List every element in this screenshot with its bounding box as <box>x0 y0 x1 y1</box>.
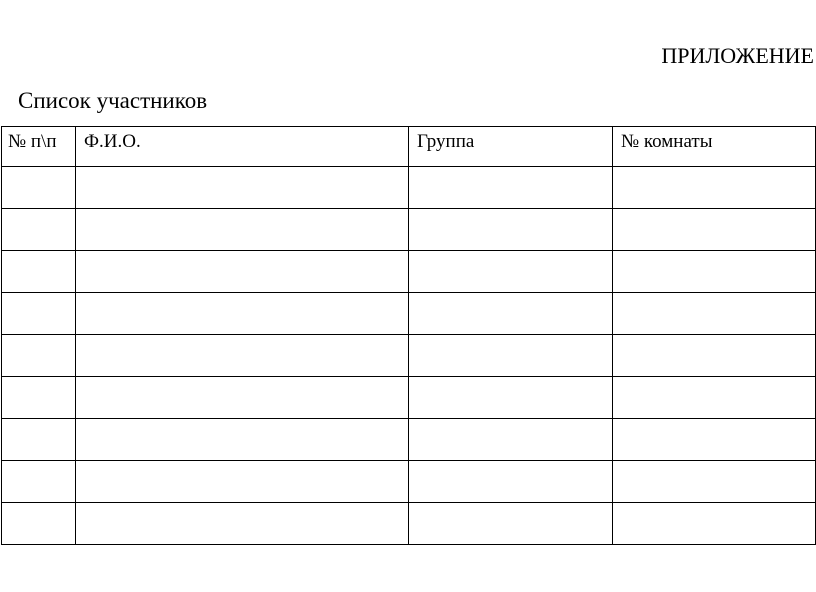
table-row <box>2 377 816 419</box>
table-header <box>2 127 816 167</box>
cell-fio <box>76 209 409 251</box>
cell-room <box>613 167 816 209</box>
column-header-number: № п\п <box>2 127 76 167</box>
cell-number <box>2 335 76 377</box>
cell-group <box>409 503 613 545</box>
cell-number <box>2 503 76 545</box>
cell-fio <box>76 251 409 293</box>
table-row <box>2 167 816 209</box>
cell-number <box>2 167 76 209</box>
cell-fio <box>76 377 409 419</box>
cell-group <box>409 461 613 503</box>
cell-room <box>613 461 816 503</box>
cell-fio <box>76 419 409 461</box>
table-row <box>2 251 816 293</box>
document-title: Список участников <box>18 88 208 113</box>
table-row <box>2 503 816 545</box>
cell-group <box>409 335 613 377</box>
cell-number <box>2 209 76 251</box>
table-body <box>2 167 816 545</box>
table-row <box>2 461 816 503</box>
table-row <box>2 209 816 251</box>
cell-group <box>409 419 613 461</box>
table-row <box>2 335 816 377</box>
cell-group <box>409 251 613 293</box>
appendix-label: ПРИЛОЖЕНИЕ <box>661 43 814 68</box>
cell-fio <box>76 167 409 209</box>
cell-group <box>409 293 613 335</box>
participants-table <box>1 126 816 545</box>
cell-room <box>613 251 816 293</box>
cell-room <box>613 335 816 377</box>
cell-fio <box>76 335 409 377</box>
cell-number <box>2 293 76 335</box>
header-row <box>2 127 816 167</box>
cell-room <box>613 209 816 251</box>
cell-room <box>613 377 816 419</box>
table-row <box>2 419 816 461</box>
cell-fio <box>76 461 409 503</box>
column-header-room: № комнаты <box>613 127 816 167</box>
cell-room <box>613 293 816 335</box>
cell-number <box>2 461 76 503</box>
cell-group <box>409 209 613 251</box>
column-header-group: Группа <box>409 127 613 167</box>
cell-room <box>613 419 816 461</box>
cell-group <box>409 377 613 419</box>
table-row <box>2 293 816 335</box>
cell-number <box>2 419 76 461</box>
cell-group <box>409 167 613 209</box>
cell-number <box>2 377 76 419</box>
column-header-fio: Ф.И.О. <box>76 127 409 167</box>
cell-number <box>2 251 76 293</box>
cell-fio <box>76 293 409 335</box>
cell-room <box>613 503 816 545</box>
cell-fio <box>76 503 409 545</box>
